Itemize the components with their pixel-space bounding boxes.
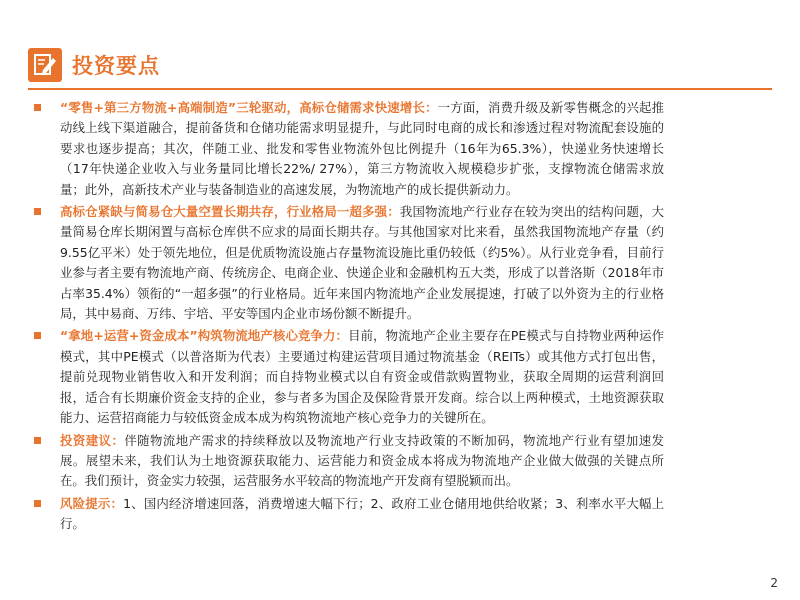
key-points-list — [34, 98, 664, 537]
key-point-body: 一方面，消费升级及新零售概念的兴起推动线上线下渠道融合，提前备货和仓储功能需求明显提升，与此同时电商的成长和渗透过程对物流配套设施的要求也逐步提高；其次，伴随工业、批发和零售业物流外包比例提升（16年为65.3%），快递业务快速增长（17年快递企业收入与业务量同比增长22%/ 27%），第三方物流收入规模稳步扩张，支撑物流仓储需求放量；此外，高新技术产业与装备制造业的高速发展，为物流地产的成长提供新动力。 — [60, 100, 665, 197]
key-point-body: 1、国内经济增速回落，消费增速大幅下行；2、政府工业仓储用地供给收紧；3、利率水平大幅上行。 — [60, 495, 665, 532]
page-title: 投资要点 — [72, 54, 160, 78]
key-point-heading: 投资建议： — [60, 432, 125, 448]
header-divider — [28, 88, 772, 90]
key-point-heading: 风险提示： — [60, 495, 124, 511]
pencil-note-icon — [28, 48, 62, 82]
key-point-heading: 高标仓紧缺与简易仓大量空置长期共存，行业格局一超多强： — [60, 204, 400, 220]
key-point-body: 伴随物流地产需求的持续释放以及物流地产行业支持政策的不断加码，物流地产行业有望加速发展。展望未来，我们认为土地资源获取能力、运营能力和资金成本将成为物流地产企业做大做强的关键点所在。我们预计，资金实力较强，运营服务水平较高的物流地产开发商有望脱颖而出。 — [60, 432, 665, 489]
square-bullet-icon — [34, 437, 41, 444]
page-number: 2 — [770, 576, 778, 590]
key-point — [34, 202, 664, 324]
key-point — [34, 98, 664, 200]
key-point-body: 目前，物流地产企业主要存在PE模式与自持物业两种运作模式，其中PE模式（以普洛斯为代表）主要通过构建运营项目通过物流基金（REITs）或其他方式打包出售，提前兑现物业销售收入和开发利润；而自持物业模式以自有资金或借款购置物业，获取全周期的运营利润回报，适合有长期廉价资金支持的企业，参与者多为国企及保险背景开发商。综合以上两种模式，土地资源获取能力、运营招商能力与较低资金成本成为构筑物流地产核心竞争力的关键所在。 — [60, 328, 664, 426]
square-bullet-icon — [34, 208, 41, 215]
key-point-heading: “零售+第三方物流+高端制造”三轮驱动，高标仓储需求快速增长： — [60, 100, 438, 115]
square-bullet-icon — [34, 332, 41, 339]
square-bullet-icon — [34, 104, 41, 111]
key-point-heading: “拿地+运营+资金成本”构筑物流地产核心竞争力： — [60, 328, 349, 344]
slide-header — [28, 42, 160, 88]
key-point-body: 我国物流地产行业存在较为突出的结构问题，大量简易仓库长期闲置与高标仓库供不应求的局面长期共存。与其他国家对比来看，虽然我国物流地产存量（约9.55亿平米）处于领先地位，但是优质物流设施占存量物流设施比重仍较低（约5%）。从行业竞争看，目前行业参与者主要有物流地产商、传统房企、电商企业、快递企业和金融机构五大类，形成了以普洛斯（2018年市占率35.4%）领衔的“一超多强”的行业格局。近年来国内物流地产企业发展提速，打破了以外资为主的行业格局，其中易商、万纬、宇培、平安等国内企业市场份额不断提升。 — [60, 204, 665, 322]
key-point — [34, 431, 664, 492]
square-bullet-icon — [34, 500, 41, 507]
key-point — [34, 326, 664, 428]
key-point — [34, 494, 664, 535]
